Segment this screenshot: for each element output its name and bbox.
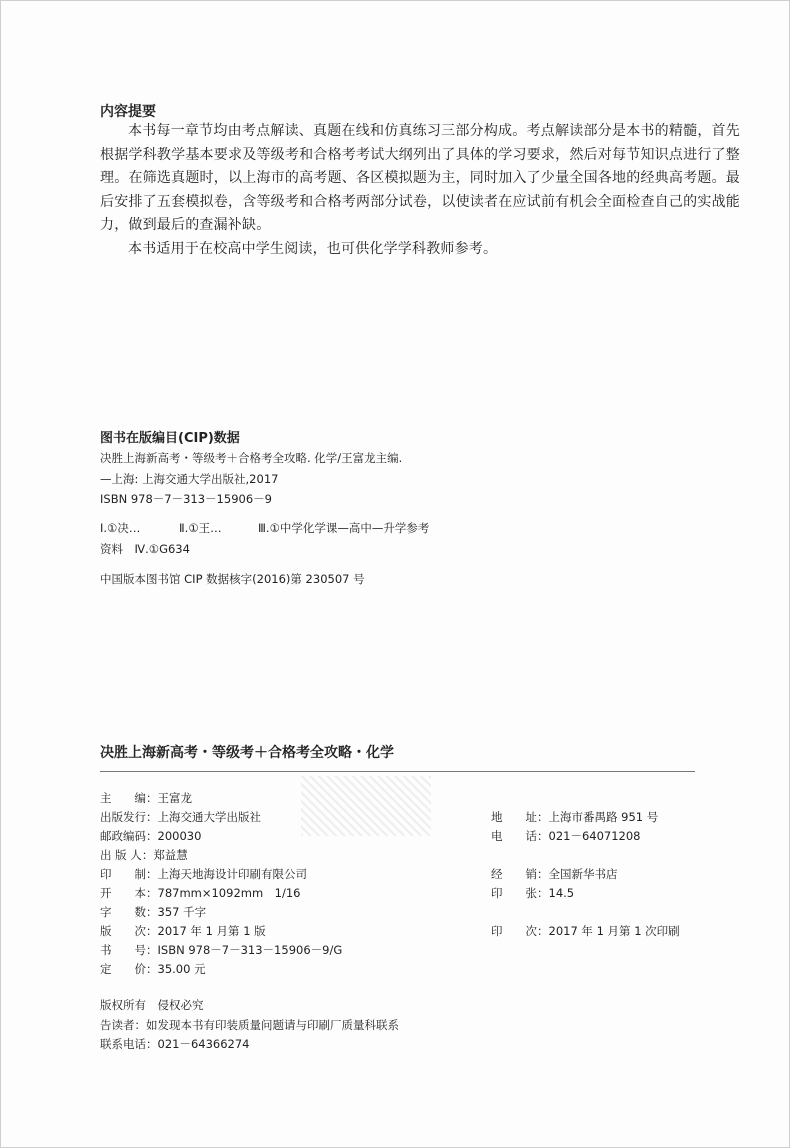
colophon-row-value: 357 千字 <box>157 905 207 919</box>
colophon-row-value: ISBN 978－7－313－15906－9/G <box>157 943 343 957</box>
summary-paragraph-1: 本书每一章节均由考点解读、真题在线和仿真练习三部分构成。考点解读部分是本书的精髓，首先根据学科教学基本要求及等级考和合格考考试大纲列出了具体的学习要求，然后对每节知识点进行了整理。在筛选真题时，以上海市的高考题、各区模拟题为主，同时加入了少量全国各地的经典高考题。最后安排了五套模拟卷，含等级考和合格考两部分试卷，以使读者在应试前有机会全面检查自己的实战能力，做到最后的查漏补缺。 <box>100 123 740 233</box>
colophon-row: 出版发行：上海交通大学出版社 <box>100 810 261 824</box>
rights-reserved: 版权所有 侵权必究 <box>100 998 204 1012</box>
distributor-label: 经 销 <box>491 867 537 881</box>
colophon-row-label: 书 号 <box>100 943 146 957</box>
colophon-row: 出 版 人：郑益慧 <box>100 848 188 862</box>
cip-class-1b: Ⅱ.①王… <box>179 521 222 535</box>
colophon-title: 决胜上海新高考・等级考＋合格考全攻略・化学 <box>100 745 394 761</box>
colophon-phone: 电 话：021－64071208 <box>491 829 641 843</box>
colophon-row-label: 主 编 <box>100 791 146 805</box>
divider <box>100 771 695 772</box>
cip-isbn: ISBN 978－7－313－15906－9 <box>100 492 272 506</box>
colophon-row-label: 出 版 人 <box>100 848 142 862</box>
colophon-address: 地 址：上海市番禺路 951 号 <box>491 810 659 824</box>
print-impression-label: 印 次 <box>491 924 537 938</box>
colophon-print-impression: 印 次：2017 年 1 月第 1 次印刷 <box>491 924 680 938</box>
background-watermark <box>301 776 431 836</box>
colophon-row-value: 2017 年 1 月第 1 版 <box>157 924 266 938</box>
phone-value: 021－64071208 <box>548 829 641 843</box>
print-impression-value: 2017 年 1 月第 1 次印刷 <box>548 924 680 938</box>
colophon-row-label: 出版发行 <box>100 810 146 824</box>
colophon-row-value: 上海天地海设计印刷有限公司 <box>157 867 307 881</box>
colophon-row-value: 200030 <box>157 829 202 843</box>
sheets-value: 14.5 <box>548 886 575 900</box>
colophon-row: 印 制：上海天地海设计印刷有限公司 <box>100 867 307 881</box>
colophon-row-label: 印 制 <box>100 867 146 881</box>
cip-class-2: 资料 Ⅳ.①G634 <box>100 542 190 556</box>
colophon-row: 字 数：357 千字 <box>100 905 207 919</box>
colophon-row-label: 定 价 <box>100 962 146 976</box>
colophon-row-label: 邮政编码 <box>100 829 146 843</box>
address-value: 上海市番禺路 951 号 <box>548 810 659 824</box>
address-label: 地 址 <box>491 810 537 824</box>
summary-title: 内容提要 <box>100 104 156 120</box>
colophon-row-value: 上海交通大学出版社 <box>157 810 261 824</box>
contact-phone: 联系电话：021－64366274 <box>100 1037 250 1051</box>
cip-class-1c: Ⅲ.①中学化学课—高中—升学参考 <box>258 521 430 535</box>
colophon-row-value: 787mm×1092mm 1/16 <box>157 886 301 900</box>
colophon-row: 定 价：35.00 元 <box>100 962 206 976</box>
colophon-row: 书 号：ISBN 978－7－313－15906－9/G <box>100 943 343 957</box>
phone-label: 电 话 <box>491 829 537 843</box>
cip-line-2: —上海: 上海交通大学出版社,2017 <box>100 472 279 486</box>
colophon-row: 开 本：787mm×1092mm 1/16 <box>100 886 301 900</box>
colophon-row: 主 编：王富龙 <box>100 791 192 805</box>
colophon-row-label: 字 数 <box>100 905 146 919</box>
colophon-distributor: 经 销：全国新华书店 <box>491 867 618 881</box>
distributor-value: 全国新华书店 <box>548 867 618 881</box>
colophon-row-value: 35.00 元 <box>157 962 206 976</box>
summary-body <box>100 120 740 261</box>
cip-core-number: 中国版本图书馆 CIP 数据核字(2016)第 230507 号 <box>100 572 365 586</box>
cip-title: 图书在版编目(CIP)数据 <box>100 431 240 446</box>
colophon-row-value: 郑益慧 <box>153 848 188 862</box>
cip-class-1a: Ⅰ.①决… <box>100 521 141 535</box>
colophon-sheets: 印 张：14.5 <box>491 886 575 900</box>
colophon-row: 邮政编码：200030 <box>100 829 202 843</box>
cip-line-1: 决胜上海新高考・等级考＋合格考全攻略. 化学/王富龙主编. <box>100 451 403 465</box>
reader-notice: 告读者：如发现本书有印装质量问题请与印刷厂质量科联系 <box>100 1018 399 1032</box>
sheets-label: 印 张 <box>491 886 537 900</box>
summary-paragraph-2: 本书适用于在校高中学生阅读，也可供化学学科教师参考。 <box>128 240 498 257</box>
colophon-row: 版 次：2017 年 1 月第 1 版 <box>100 924 266 938</box>
colophon-row-label: 版 次 <box>100 924 146 938</box>
colophon-row-label: 开 本 <box>100 886 146 900</box>
colophon-row-value: 王富龙 <box>157 791 192 805</box>
